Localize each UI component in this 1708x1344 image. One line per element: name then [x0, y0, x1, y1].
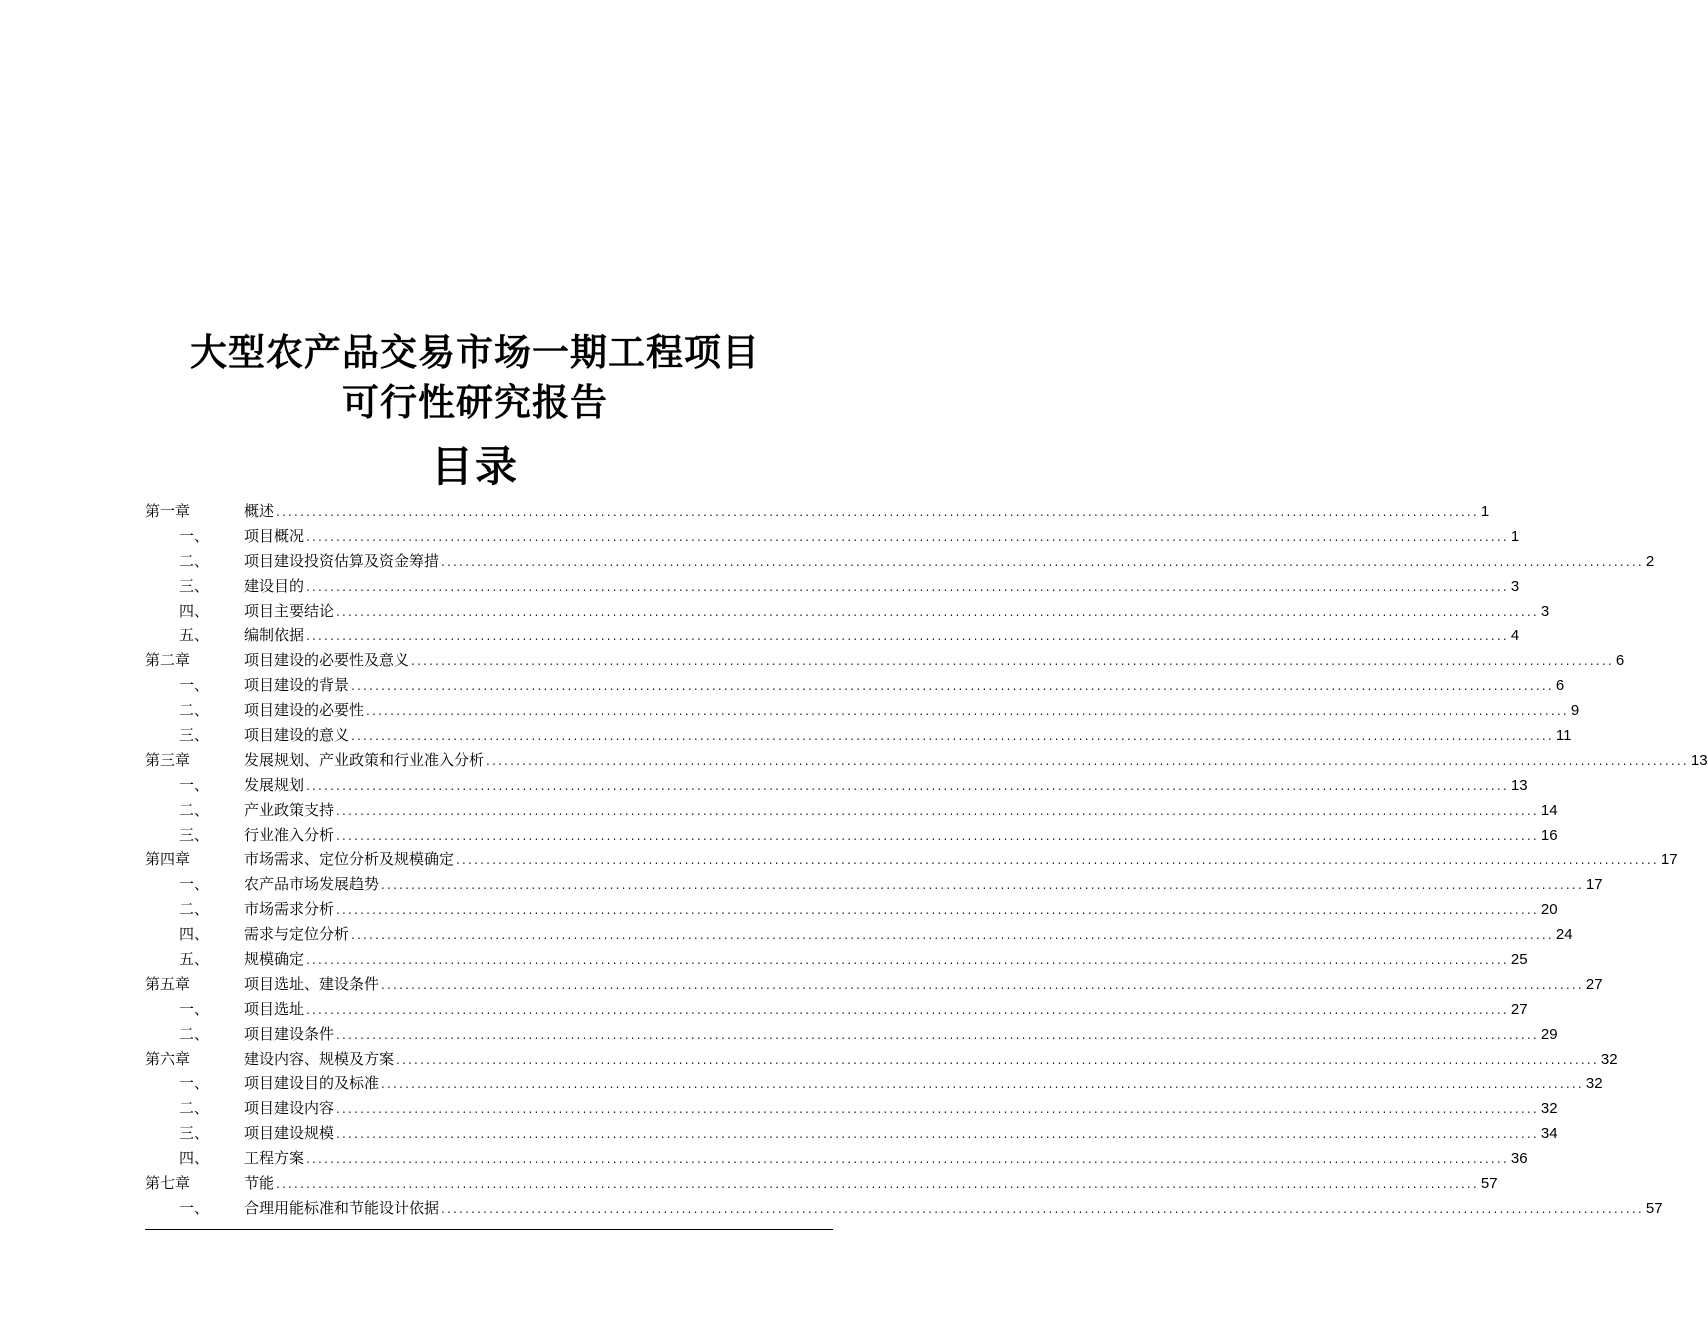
toc-dot-leader: ........................................................................................................................................................................................................ [396, 1052, 1599, 1067]
toc-dot-leader: ........................................................................................................................................................................................................ [276, 1177, 1479, 1192]
toc-dot-leader: ........................................................................................................................................................................................................ [441, 554, 1644, 569]
toc-dot-leader: ........................................................................................................................................................................................................ [306, 529, 1509, 544]
toc-entry-number: 四、 [179, 601, 210, 620]
toc-page-number: 29 [1540, 1025, 1558, 1043]
toc-dot-leader: ........................................................................................................................................................................................................ [306, 953, 1509, 968]
toc-entry-line [244, 499, 1490, 525]
toc-entry-title: 项目建设的意义 [244, 726, 350, 745]
toc-entry-line [244, 1146, 1528, 1172]
toc-entry-number: 一、 [179, 526, 210, 545]
toc-entry-number: 一、 [179, 1198, 210, 1217]
toc-section-entry[interactable] [145, 599, 1550, 624]
toc-page-number: 24 [1555, 926, 1573, 944]
toc-entry-title: 合理用能标准和节能设计依据 [244, 1198, 440, 1217]
toc-entry-line [244, 698, 1580, 724]
toc-entry-number: 一、 [179, 1074, 210, 1093]
toc-dot-leader: ........................................................................................................................................................................................................ [306, 579, 1509, 594]
toc-entry-number: 第五章 [145, 974, 191, 993]
toc-entry-line [244, 1196, 1663, 1222]
toc-chapter-entry[interactable] [145, 499, 1490, 524]
toc-entry-title: 项目建设目的及标准 [244, 1074, 380, 1093]
toc-heading: 目录 [430, 442, 519, 491]
toc-dot-leader: ........................................................................................................................................................................................................ [351, 928, 1554, 943]
toc-entry-line [244, 1096, 1558, 1122]
toc-dot-leader: ........................................................................................................................................................................................................ [486, 753, 1689, 768]
toc-entry-title: 项目建设的必要性 [244, 701, 365, 720]
toc-dot-leader: ........................................................................................................................................................................................................ [306, 629, 1509, 644]
toc-section-entry[interactable] [145, 1096, 1558, 1121]
toc-entry-line [244, 922, 1573, 948]
toc-entry-title: 发展规划、产业政策和行业准入分析 [244, 750, 485, 769]
toc-entry-title: 项目选址 [244, 999, 305, 1018]
toc-dot-leader: ........................................................................................................................................................................................................ [381, 878, 1584, 893]
toc-dot-leader: ........................................................................................................................................................................................................ [336, 1027, 1539, 1042]
toc-section-entry[interactable] [145, 723, 1572, 748]
toc-entry-number: 一、 [179, 875, 210, 894]
toc-entry-title: 编制依据 [244, 626, 305, 645]
footer-divider [145, 1229, 833, 1230]
toc-page-number: 32 [1540, 1100, 1558, 1118]
toc-page-number: 1 [1510, 527, 1520, 545]
toc-entry-line [244, 823, 1558, 849]
toc-entry-line [244, 574, 1520, 600]
toc-dot-leader: ........................................................................................................................................................................................................ [411, 654, 1614, 669]
toc-entry-line [244, 648, 1625, 674]
toc-dot-leader: ........................................................................................................................................................................................................ [336, 828, 1539, 843]
toc-dot-leader: ........................................................................................................................................................................................................ [336, 903, 1539, 918]
toc-dot-leader: ........................................................................................................................................................................................................ [381, 1077, 1584, 1092]
toc-dot-leader: ........................................................................................................................................................................................................ [336, 1102, 1539, 1117]
toc-section-entry[interactable] [145, 1022, 1558, 1047]
toc-section-entry[interactable] [145, 1121, 1558, 1146]
toc-page-number: 16 [1540, 826, 1558, 844]
toc-entry-number: 二、 [179, 1099, 210, 1118]
toc-entry-line [244, 1047, 1618, 1073]
toc-entry-line [244, 748, 1708, 774]
toc-entry-title: 项目建设条件 [244, 1024, 335, 1043]
toc-entry-line [244, 524, 1520, 550]
toc-dot-leader: ........................................................................................................................................................................................................ [381, 977, 1584, 992]
toc-dot-leader: ........................................................................................................................................................................................................ [441, 1201, 1644, 1216]
toc-entry-number: 二、 [179, 1024, 210, 1043]
toc-entry-number: 第七章 [145, 1174, 191, 1193]
table-of-contents [145, 499, 1708, 1221]
toc-section-entry[interactable] [145, 673, 1565, 698]
toc-section-entry[interactable] [145, 1196, 1663, 1221]
toc-page-number: 4 [1510, 627, 1520, 645]
toc-section-entry[interactable] [145, 549, 1655, 574]
toc-entry-number: 二、 [179, 551, 210, 570]
toc-section-entry[interactable] [145, 773, 1528, 798]
toc-chapter-entry[interactable] [145, 1171, 1498, 1196]
toc-entry-line [244, 599, 1550, 625]
toc-entry-number: 二、 [179, 701, 210, 720]
toc-entry-title: 农产品市场发展趋势 [244, 875, 380, 894]
toc-entry-number: 三、 [179, 825, 210, 844]
toc-page-number: 32 [1585, 1075, 1603, 1093]
toc-entry-line [244, 872, 1603, 898]
toc-dot-leader: ........................................................................................................................................................................................................ [306, 1002, 1509, 1017]
toc-entry-number: 第三章 [145, 750, 191, 769]
toc-entry-title: 项目建设投资估算及资金筹措 [244, 551, 440, 570]
toc-entry-number: 三、 [179, 576, 210, 595]
toc-entry-line [244, 723, 1572, 749]
toc-entry-title: 项目建设规模 [244, 1124, 335, 1143]
toc-entry-number: 一、 [179, 676, 210, 695]
toc-entry-line [244, 773, 1528, 799]
toc-dot-leader: ........................................................................................................................................................................................................ [366, 704, 1569, 719]
toc-page-number: 34 [1540, 1125, 1558, 1143]
toc-entry-line [244, 1022, 1558, 1048]
toc-page-number: 20 [1540, 901, 1558, 919]
toc-entry-number: 第一章 [145, 502, 191, 520]
toc-entry-title: 需求与定位分析 [244, 925, 350, 944]
document-title-line-1: 大型农产品交易市场一期工程项目 [190, 331, 760, 374]
toc-entry-line [244, 972, 1603, 998]
toc-entry-number: 五、 [179, 950, 210, 969]
toc-entry-line [244, 623, 1520, 649]
toc-chapter-entry[interactable] [145, 847, 1678, 872]
toc-entry-number: 二、 [179, 800, 210, 819]
toc-dot-leader: ........................................................................................................................................................................................................ [351, 679, 1554, 694]
document-title-line-2: 可行性研究报告 [342, 381, 608, 424]
toc-entry-title: 节能 [244, 1174, 275, 1193]
toc-entry-line [244, 673, 1565, 699]
toc-page-number: 17 [1660, 851, 1678, 869]
toc-section-entry[interactable] [145, 698, 1580, 723]
toc-section-entry[interactable] [145, 872, 1603, 897]
toc-entry-title: 项目建设的背景 [244, 676, 350, 695]
toc-entry-line [244, 997, 1528, 1023]
toc-entry-title: 项目建设内容 [244, 1099, 335, 1118]
toc-section-entry[interactable] [145, 947, 1528, 972]
toc-section-entry[interactable] [145, 922, 1573, 947]
toc-entry-line [244, 847, 1678, 873]
toc-entry-line [244, 549, 1655, 575]
toc-entry-title: 发展规划 [244, 775, 305, 794]
toc-entry-number: 四、 [179, 925, 210, 944]
toc-page-number: 2 [1645, 552, 1655, 570]
toc-section-entry[interactable] [145, 524, 1520, 549]
toc-entry-title: 市场需求分析 [244, 900, 335, 919]
toc-section-entry[interactable] [145, 897, 1558, 922]
toc-chapter-entry[interactable] [145, 972, 1603, 997]
toc-page-number: 6 [1615, 652, 1625, 670]
toc-dot-leader: ........................................................................................................................................................................................................ [306, 1152, 1509, 1167]
toc-page-number: 13 [1690, 751, 1708, 769]
toc-entry-number: 一、 [179, 775, 210, 794]
toc-entry-number: 三、 [179, 1124, 210, 1143]
toc-entry-title: 项目选址、建设条件 [244, 974, 380, 993]
toc-entry-title: 产业政策支持 [244, 800, 335, 819]
toc-dot-leader: ........................................................................................................................................................................................................ [351, 729, 1554, 744]
toc-page-number: 1 [1480, 503, 1490, 520]
toc-page-number: 27 [1510, 1000, 1528, 1018]
toc-section-entry[interactable] [145, 798, 1558, 823]
toc-page-number: 27 [1585, 975, 1603, 993]
toc-entry-number: 四、 [179, 1149, 210, 1168]
toc-page-number: 32 [1600, 1050, 1618, 1068]
toc-entry-title: 行业准入分析 [244, 825, 335, 844]
toc-section-entry[interactable] [145, 1146, 1528, 1171]
toc-section-entry[interactable] [145, 997, 1528, 1022]
toc-entry-title: 建设内容、规模及方案 [244, 1049, 395, 1068]
toc-chapter-entry[interactable] [145, 748, 1708, 773]
toc-entry-title: 项目建设的必要性及意义 [244, 651, 410, 670]
toc-page-number: 6 [1555, 677, 1565, 695]
toc-entry-line [244, 947, 1528, 973]
toc-entry-number: 第二章 [145, 651, 191, 670]
toc-entry-line [244, 1171, 1498, 1197]
toc-page-number: 3 [1510, 577, 1520, 595]
toc-entry-number: 三、 [179, 726, 210, 745]
toc-section-entry[interactable] [145, 623, 1520, 648]
toc-page-number: 14 [1540, 801, 1558, 819]
toc-page-number: 36 [1510, 1150, 1528, 1168]
toc-chapter-entry[interactable] [145, 648, 1625, 673]
toc-page-number: 9 [1570, 702, 1580, 720]
toc-entry-title: 概述 [244, 502, 275, 520]
toc-entry-number: 二、 [179, 900, 210, 919]
toc-entry-number: 第六章 [145, 1049, 191, 1068]
toc-entry-title: 项目主要结论 [244, 601, 335, 620]
toc-entry-line [244, 897, 1558, 923]
toc-page-number: 3 [1540, 602, 1550, 620]
toc-dot-leader: ........................................................................................................................................................................................................ [306, 778, 1509, 793]
toc-entry-title: 项目概况 [244, 526, 305, 545]
toc-page-number: 17 [1585, 876, 1603, 894]
toc-dot-leader: ........................................................................................................................................................................................................ [336, 1127, 1539, 1142]
toc-dot-leader: ........................................................................................................................................................................................................ [336, 803, 1539, 818]
toc-chapter-entry[interactable] [145, 1047, 1618, 1072]
toc-entry-number: 第四章 [145, 850, 191, 869]
toc-page-number: 57 [1480, 1175, 1498, 1193]
toc-dot-leader: ........................................................................................................................................................................................................ [456, 853, 1659, 868]
toc-entry-title: 建设目的 [244, 576, 305, 595]
toc-section-entry[interactable] [145, 574, 1520, 599]
toc-page-number: 25 [1510, 951, 1528, 969]
toc-entry-line [244, 1071, 1603, 1097]
toc-section-entry[interactable] [145, 1071, 1603, 1096]
toc-section-entry[interactable] [145, 823, 1558, 848]
toc-dot-leader: ........................................................................................................................................................................................................ [276, 505, 1479, 519]
toc-page-number: 57 [1645, 1199, 1663, 1217]
toc-entry-number: 一、 [179, 999, 210, 1018]
toc-entry-title: 市场需求、定位分析及规模确定 [244, 850, 455, 869]
toc-dot-leader: ........................................................................................................................................................................................................ [336, 604, 1539, 619]
toc-entry-number: 五、 [179, 626, 210, 645]
toc-entry-title: 规模确定 [244, 950, 305, 969]
toc-page-number: 13 [1510, 776, 1528, 794]
toc-page-number: 11 [1555, 727, 1572, 745]
toc-entry-title: 工程方案 [244, 1149, 305, 1168]
toc-entry-line [244, 798, 1558, 824]
toc-entry-line [244, 1121, 1558, 1147]
